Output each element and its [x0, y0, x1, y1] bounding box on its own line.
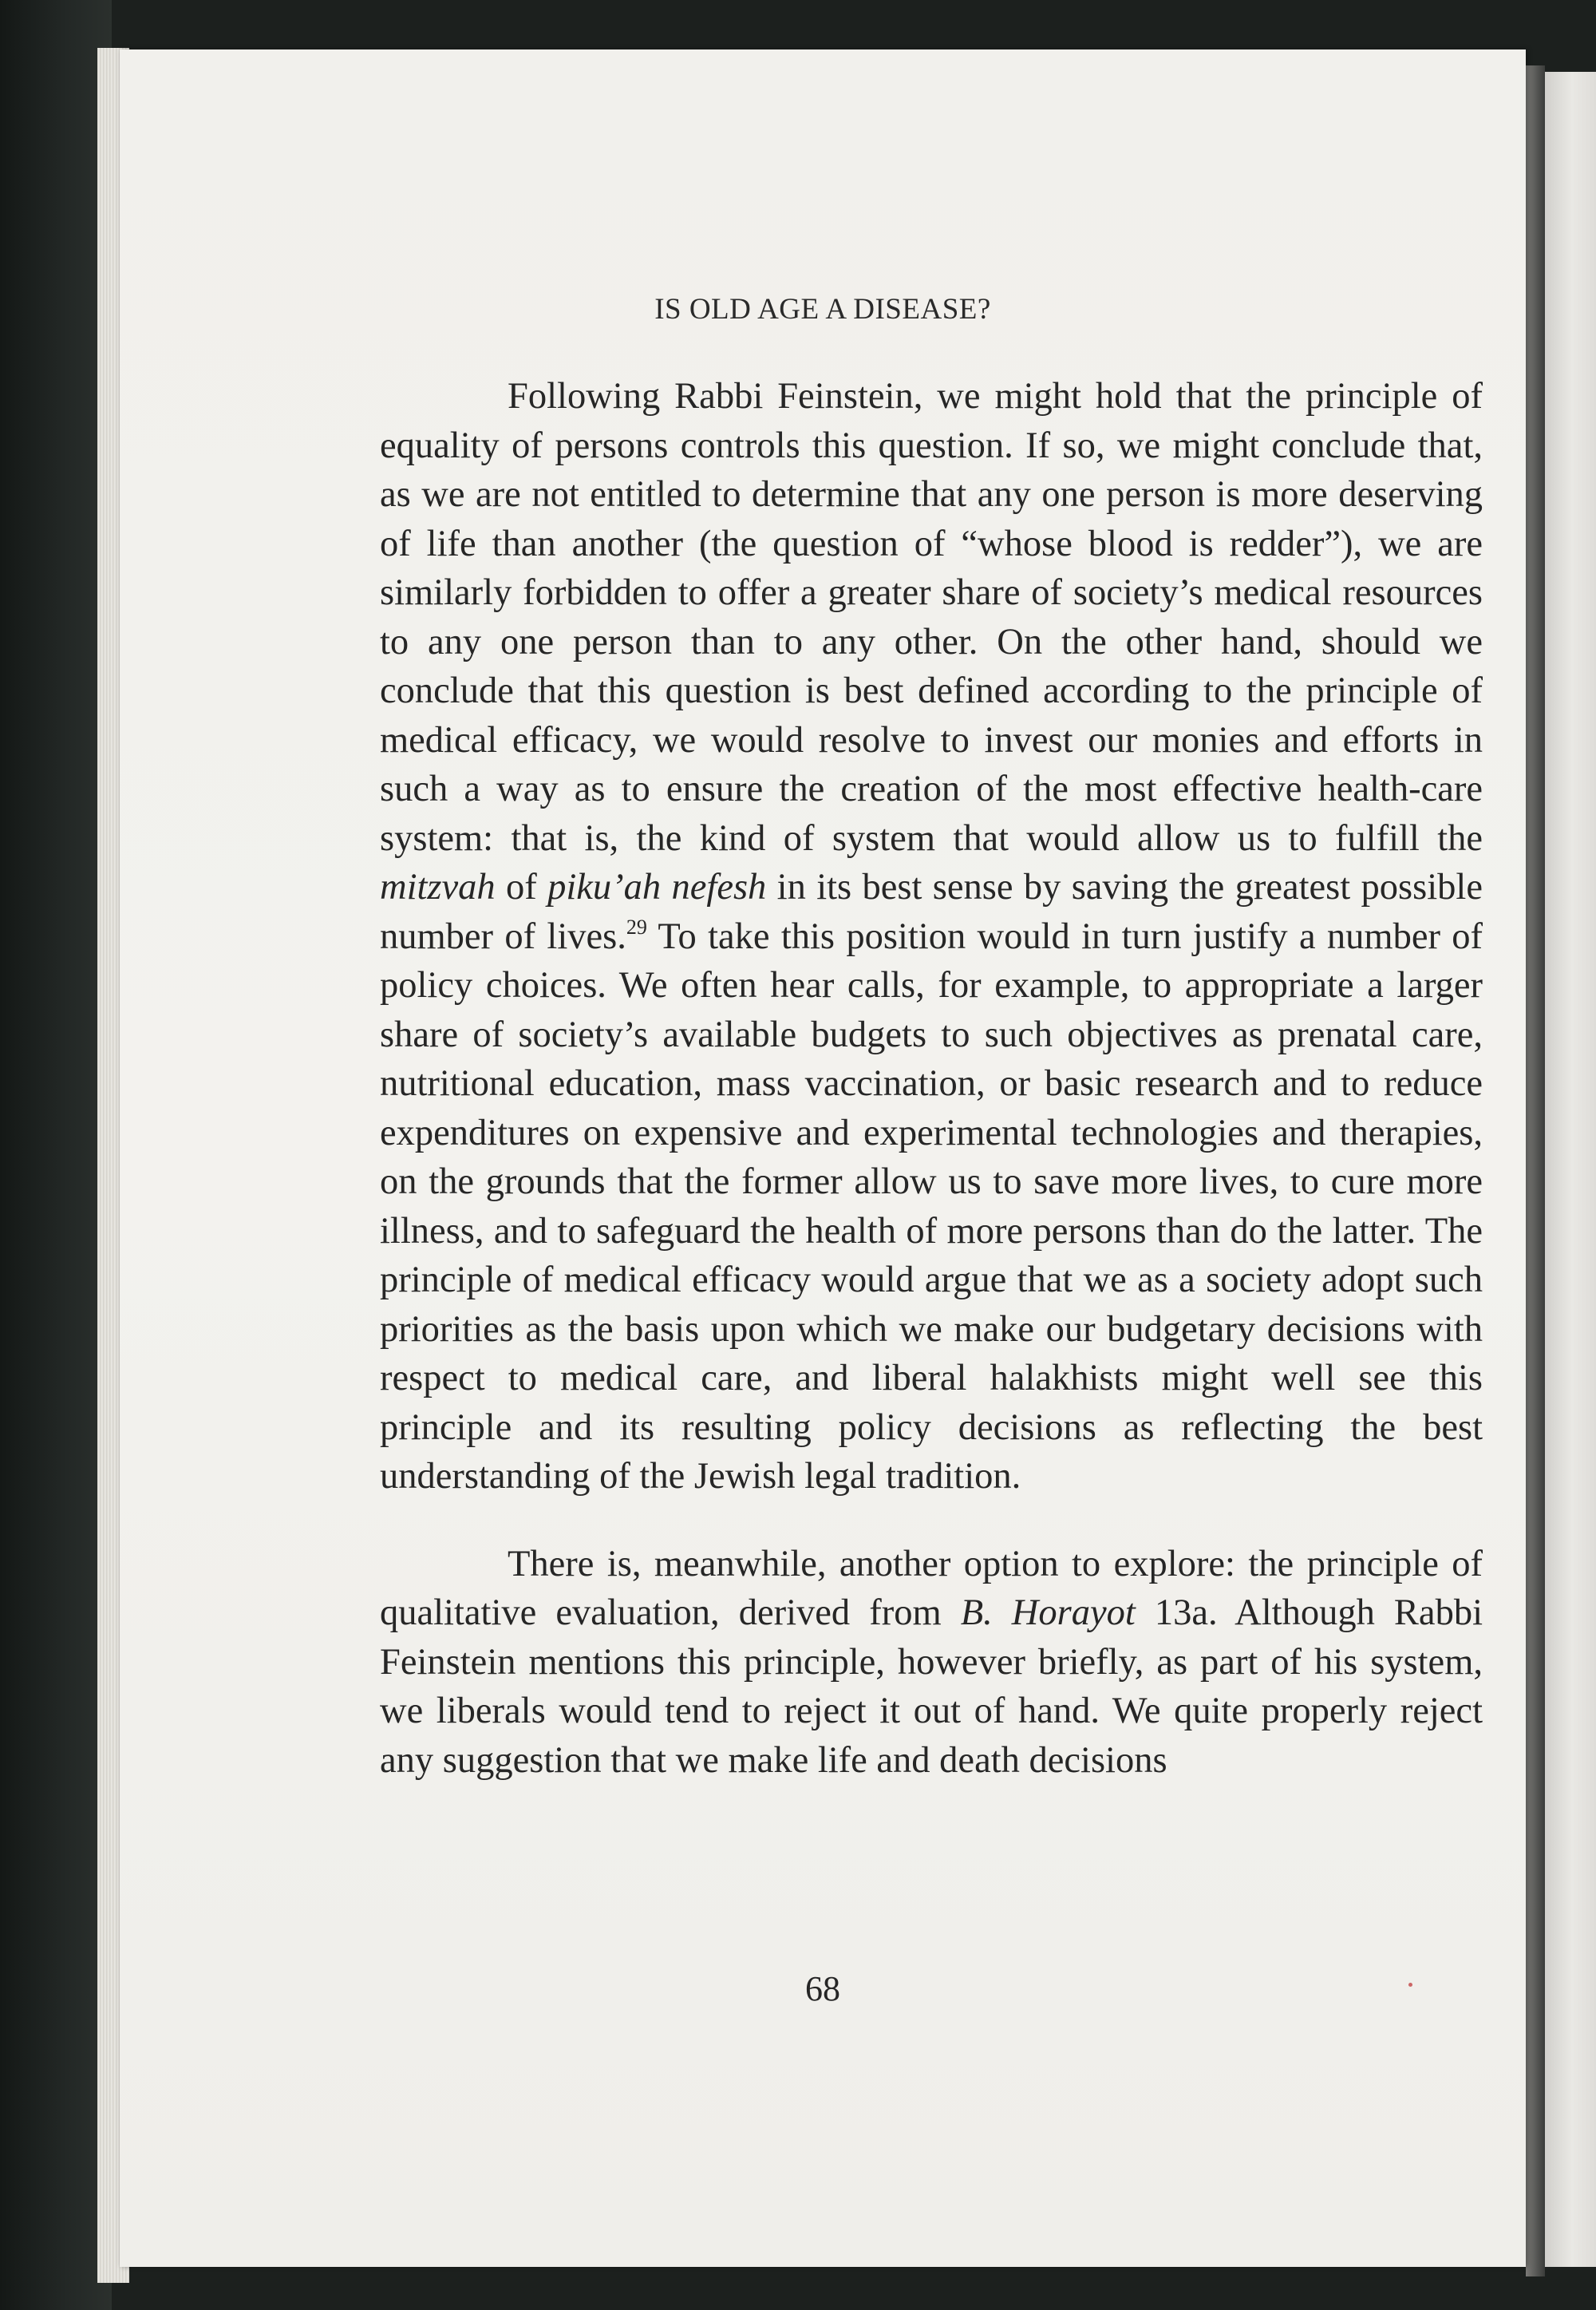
page-number: 68: [805, 1969, 840, 2008]
paragraph-2: [380, 1540, 1483, 1786]
gutter-shadow: [1526, 65, 1545, 2276]
term-mitzvah: mitzvah: [380, 867, 496, 908]
running-head: IS OLD AGE A DISEASE?: [654, 293, 991, 326]
body-text: [380, 372, 1483, 1785]
paragraph-2-text-a: There is, meanwhile, another option to explore: the principle of qualitative evaluation, derived from: [380, 1543, 1483, 1633]
term-pikuah-nefesh: piku’ah nefesh: [547, 867, 767, 908]
background-left: [0, 0, 112, 2310]
paper-speck: [1408, 1983, 1412, 1987]
paragraph-1-text-b: of: [495, 867, 548, 908]
facing-page-edge: [1536, 72, 1596, 2267]
paragraph-2-text-b: 13a. Although Rabbi Feinstein mentions this principle, however briefly, as part of his system, we liberals would tend to reject it out of hand. We quite properly reject any suggestion that we make life and death decisions: [380, 1592, 1483, 1781]
paragraph-1-text-c: in its best sense by saving the greatest possible number of lives.: [380, 867, 1483, 957]
paragraph-1-text-d: To take this position would in turn justify a number of policy choices. We often hear calls, for example, to appropriate a larger share of society’s available budgets to such objectives as prenatal care, nutritional education, mass vaccination, or basic research and to reduce expenditures on expensive and experimental technologies and therapies, on the grounds that the former allow us to save more lives, to cure more illness, and to safeguard the health of more persons than do the latter. The principle of medical efficacy would argue that we as a society adopt such priorities as the basis upon which we make our budgetary decisions with respect to medical care, and liberal halakhists might well see this principle and its resulting policy decisions as reflecting the best understanding of the Jewish legal tradition.: [380, 916, 1483, 1497]
citation-b-horayot: B. Horayot: [960, 1592, 1136, 1633]
paragraph-1-text-a: Following Rabbi Feinstein, we might hold that the principle of equality of persons controls this question. If so, we might conclude that, as we are not entitled to determine that any one person is more deserving of life than another (the question of “whose blood is redder”), we are similarly forbidden to offer a greater share of society’s medical resources to any one person than to any other. On the other hand, should we conclude that this question is best defined according to the principle of medical efficacy, we would resolve to invest our monies and efforts in such a way as to ensure the creation of the most effective health-care system: that is, the kind of system that would allow us to fulfill the: [380, 376, 1483, 859]
footnote-marker: 29: [626, 915, 647, 939]
paragraph-1: [380, 372, 1483, 1501]
